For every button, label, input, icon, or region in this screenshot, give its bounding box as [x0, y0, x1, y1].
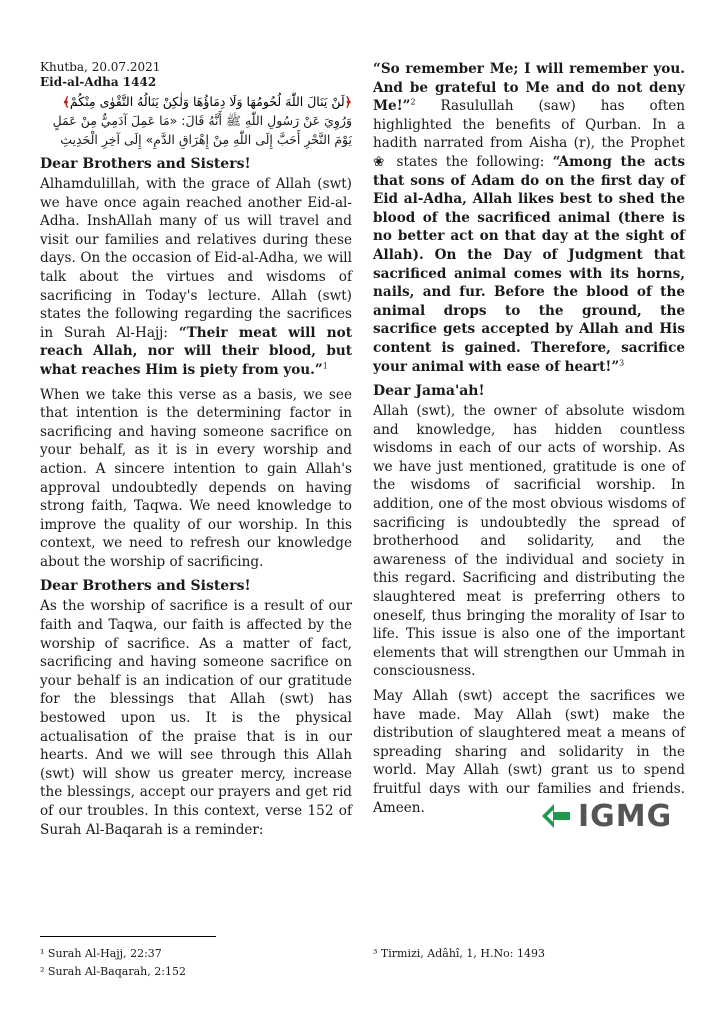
paragraph: May Allah (swt) accept the sacrifices we have made. May Allah (swt) make the distribution of slaughtered meat a means of spreading sharing and solidarity in the world. May Allah (swt) grant us to spend fruitful days with our families and friends. Ameen.	[373, 688, 685, 816]
paragraph	[373, 60, 685, 376]
header-title: Eid-al-Adha 1442	[40, 75, 157, 89]
ornament-open: ﴿	[344, 94, 352, 109]
header-date: Khutba, 20.07.2021	[40, 60, 161, 74]
paragraph: When we take this verse as a basis, we see that intention is the determining factor in sacrificing and having someone sacrifice on your behalf, as it is in every worship and action. A sincere intention to gain Allah's approval undoubtedly depends on having strong faith, Taqwa. We need knowledge to improve the quality of our worship. In this context, we need to refresh our knowledge about the worship of sacrificing.	[40, 386, 352, 570]
ornament-close: ﴾	[62, 94, 70, 109]
section-heading: Dear Brothers and Sisters!	[40, 578, 251, 595]
hadith-line-1: وَرُوِيَ عَنْ رَسُولِ اللّٰهِ ﷺ أَنَّهُ قَالَ: «مَا عَمِلَ آدَمِيٌّ مِنْ عَمَلٍ	[52, 113, 352, 128]
paragraph: As the worship of sacrifice is a result of our faith and Taqwa, our faith is affected by the worship of sacrifice. As a matter of fact, sacrificing and having someone sacrifice on your behalf is an indication of our gratitude for the blessings that Allah (swt) has bestowed upon us. It is the physical actualisation of the praise that is in our hearts. And we will see through this Allah (swt) will show us greater mercy, increase the blessings, accept our prayers and get rid of our troubles. In this context, verse 152 of Surah Al-Baqarah is a reminder:	[40, 598, 352, 838]
quran-quote: “Their meat will not reach Allah, nor will their blood, but what reaches Him is piety from you.”	[40, 324, 352, 378]
section-heading: Dear Brothers and Sisters!	[40, 156, 251, 172]
paragraph-text: Alhamdulillah, with the grace of Allah (swt) we have once again reached another Eid-al-Adha. InshAllah many of us will travel and visit our families and relatives during these days. On the occasion of Eid-al-Adha, we will talk about the virtues and wisdoms of sacrificing in Today's lecture. Allah (swt) states the following regarding the sacrifices in Surah Al-Hajj:	[40, 176, 352, 341]
salawat-icon: ❀	[373, 153, 389, 170]
left-column	[40, 60, 352, 845]
quran-quote: “So remember Me; I will remember you. And be grateful to Me and do not deny Me!”	[373, 61, 685, 115]
footnote-ref: 3	[619, 357, 625, 367]
igmg-emblem-icon	[540, 801, 572, 831]
right-column	[373, 60, 685, 823]
paragraph: Allah (swt), the owner of absolute wisdom and knowledge, has hidden countless wisdoms in each of our acts of worship. As we have just mentioned, gratitude is one of the wisdoms of sacrificial worship. In addition, one of the most obvious wisdoms of sacrificing is undoubtedly the spread of brotherhood and solidarity, and the awareness of the individual and society in this regard. Sacrificing and distributing the slaughtered meat is preferring others to oneself, thus bringing the morality of Isar to life. This issue is also one of the important elements that will strengthen our Ummah in consciousness.	[373, 403, 685, 680]
section-heading: Dear Jama'ah!	[373, 383, 485, 400]
footnote: ¹ Surah Al-Hajj, 22:37	[40, 947, 162, 960]
footnote: ³ Tirmizi, Adâhî, 1, H.No: 1493	[373, 947, 545, 960]
igmg-logo	[540, 800, 680, 832]
footnote-divider	[40, 936, 216, 937]
footnote: ² Surah Al-Baqarah, 2:152	[40, 965, 186, 978]
ayah-text: لَنْ يَنَالَ اللّٰهَ لُحُومُهَا وَلَا دِمَاؤُهَا وَلٰكِنْ يَنَالُهُ التَّقْوٰى مِنْكُمْ	[69, 94, 345, 109]
paragraph	[40, 175, 352, 380]
footnote-ref: 1	[322, 361, 328, 371]
hadith-line-2: يَوْمَ النَّحْرِ أَحَبَّ إِلَى اللّٰهِ مِنْ إِهْرَاقِ الدَّمِ» إِلَى آخِرِ الْحَدِيثِ	[60, 132, 352, 147]
hadith-quote: “Among the acts that sons of Adam do on the first day of Eid al-Adha, Allah likes best to shed the blood of the sacrificed animal (there is no better act on that day at the sight of Allah). On the Day of Judgment that sacrificed animal comes with its horns, nails, and fur. Before the blood of the animal drops to the ground, the sacrifice gets accepted by Allah and His content is gained. Therefore, sacrifice your animal with ease of heart!”	[373, 153, 685, 375]
paragraph-text: states the following:	[388, 153, 553, 170]
arabic-ayah	[40, 92, 352, 149]
footnotes-left	[40, 945, 186, 981]
footnote-ref: 2	[410, 97, 416, 107]
paragraph-text: Rasulullah (saw) has often highlighted the benefits of Qurban. In a hadith narrated from Aisha (r), the Prophet	[373, 98, 685, 152]
footnotes-right	[373, 945, 545, 963]
logo-wordmark: IGMG	[578, 798, 673, 834]
